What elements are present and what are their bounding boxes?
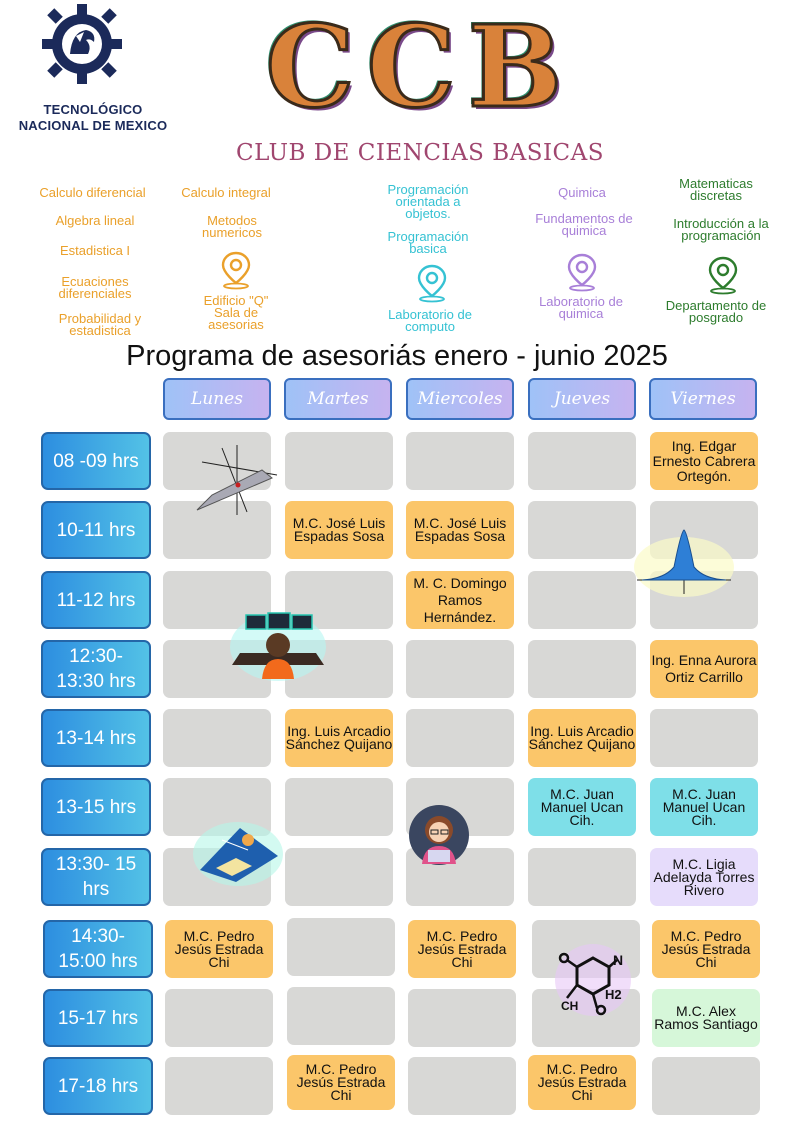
time-slot-1330-15: 13:30- 15 hrs xyxy=(41,848,151,906)
ccb-acronym: CCB xyxy=(265,2,575,133)
schedule-cell xyxy=(285,432,393,490)
schedule-cell xyxy=(163,709,271,767)
schedule-cell: M.C. Pedro Jesús Estrada Chi xyxy=(652,920,760,978)
schedule-cell xyxy=(165,1057,273,1115)
time-slot-1230-1330: 12:30- 13:30 hrs xyxy=(41,640,151,698)
subject-matematicas-discretas: Matematicas discretas xyxy=(679,176,753,203)
subject-poo: Programación orientada a objetos. xyxy=(387,182,469,221)
schedule-cell: M. C. Domingo Ramos Hernández. xyxy=(406,571,514,629)
schedule-cell xyxy=(408,989,516,1047)
institution-name-line1: TECNOLÓGICO xyxy=(43,102,143,117)
subject-calculo-integral: Calculo integral xyxy=(181,185,271,200)
programmer-illustration-icon xyxy=(228,605,328,683)
schedule-cell xyxy=(287,918,395,976)
time-slot-10-11: 10-11 hrs xyxy=(41,501,151,559)
day-header-lunes: Lunes xyxy=(163,378,271,420)
schedule-cell xyxy=(528,640,636,698)
schedule-cell: M.C. José Luis Espadas Sosa xyxy=(406,501,514,559)
map-pin-icon xyxy=(564,252,600,292)
map-pin-icon xyxy=(218,250,254,290)
club-name: CLUB DE CIENCIAS BASICAS xyxy=(235,140,605,166)
time-slot-11-12: 11-12 hrs xyxy=(41,571,151,629)
schedule-cell xyxy=(285,848,393,906)
schedule-title: Programa de asesoriás enero - junio 2025 xyxy=(126,340,668,372)
location-laboratorio-computo: Laboratorio de computo xyxy=(388,307,472,334)
schedule-cell xyxy=(528,501,636,559)
schedule-cell: M.C. José Luis Espadas Sosa xyxy=(285,501,393,559)
location-departamento-posgrado: Departamento de posgrado xyxy=(665,298,767,325)
subject-metodos-numericos: Metodos numericos xyxy=(202,213,262,240)
day-header-viernes: Viernes xyxy=(649,378,757,420)
schedule-cell xyxy=(528,848,636,906)
time-slot-1430-1500: 14:30- 15:00 hrs xyxy=(43,920,153,978)
location-edificio-q: Edificio "Q" Sala de asesorias xyxy=(203,293,269,332)
day-header-miercoles: Miercoles xyxy=(406,378,514,420)
schedule-cell: Ing. Luis Arcadio Sánchez Quijano xyxy=(528,709,636,767)
schedule-cell xyxy=(287,987,395,1045)
schedule-cell: M.C. Ligia Adelayda Torres Rivero xyxy=(650,848,758,906)
time-slot-17-18: 17-18 hrs xyxy=(43,1057,153,1115)
molecule-label-n: N xyxy=(613,952,624,968)
subject-algebra-lineal: Algebra lineal xyxy=(55,213,135,228)
schedule-cell xyxy=(406,709,514,767)
schedule-cell xyxy=(406,640,514,698)
subject-programacion-basica: Programación basica xyxy=(387,229,469,256)
schedule-cell xyxy=(528,432,636,490)
day-header-martes: Martes xyxy=(284,378,392,420)
subject-estadistica: Estadistica I xyxy=(59,243,131,258)
schedule-cell: M.C. Pedro Jesús Estrada Chi xyxy=(287,1055,395,1110)
ccb-title xyxy=(240,2,600,133)
schedule-cell xyxy=(408,1057,516,1115)
time-slot-13-14: 13-14 hrs xyxy=(41,709,151,767)
molecule-label-h2: H2 xyxy=(605,987,622,1002)
map-pin-icon xyxy=(705,255,741,295)
schedule-cell xyxy=(406,432,514,490)
schedule-cell: Ing. Enna Aurora Ortiz Carrillo xyxy=(650,640,758,698)
time-slot-13-15: 13-15 hrs xyxy=(41,778,151,836)
schedule-cell: M.C. Alex Ramos Santiago xyxy=(652,989,760,1047)
gear-logo-icon xyxy=(40,2,124,86)
subject-fundamentos-quimica: Fundamentos de quimica xyxy=(535,211,633,238)
normal-distribution-icon xyxy=(634,522,734,598)
girl-laptop-illustration-icon xyxy=(408,800,470,870)
schedule-cell xyxy=(285,778,393,836)
subject-quimica: Quimica xyxy=(558,185,606,200)
time-slot-15-17: 15-17 hrs xyxy=(43,989,153,1047)
day-header-jueves: Jueves xyxy=(528,378,636,420)
schedule-cell: M.C. Pedro Jesús Estrada Chi xyxy=(165,920,273,978)
schedule-cell xyxy=(165,989,273,1047)
subject-probabilidad: Probabilidad y estadistica xyxy=(58,311,142,338)
subject-calculo-diferencial: Calculo diferencial xyxy=(39,185,146,200)
time-slot-08-09: 08 -09 hrs xyxy=(41,432,151,490)
schedule-cell: M.C. Pedro Jesús Estrada Chi xyxy=(408,920,516,978)
map-pin-icon xyxy=(414,263,450,303)
schedule-cell: M.C. Juan Manuel Ucan Cih. xyxy=(650,778,758,836)
schedule-cell xyxy=(528,571,636,629)
schedule-cell: M.C. Pedro Jesús Estrada Chi xyxy=(528,1055,636,1110)
institution-name-line2: NACIONAL DE MEXICO xyxy=(18,118,168,133)
schedule-cell: Ing. Edgar Ernesto Cabrera Ortegón. xyxy=(650,432,758,490)
subject-intro-programacion: Introducción a la programación xyxy=(673,216,769,243)
3d-plane-illustration-icon xyxy=(192,440,282,518)
tecnm-logo xyxy=(18,2,168,137)
schedule-cell: Ing. Luis Arcadio Sánchez Quijano xyxy=(285,709,393,767)
schedule-cell xyxy=(652,1057,760,1115)
schedule-cell: M.C. Juan Manuel Ucan Cih. xyxy=(528,778,636,836)
schedule-cell xyxy=(650,709,758,767)
subject-ecuaciones-diferenciales: Ecuaciones diferenciales xyxy=(58,274,132,301)
location-laboratorio-quimica: Laboratorio de quimica xyxy=(539,294,623,321)
student-drawing-illustration-icon xyxy=(192,820,284,888)
molecule-label-ch: CH xyxy=(561,999,579,1013)
